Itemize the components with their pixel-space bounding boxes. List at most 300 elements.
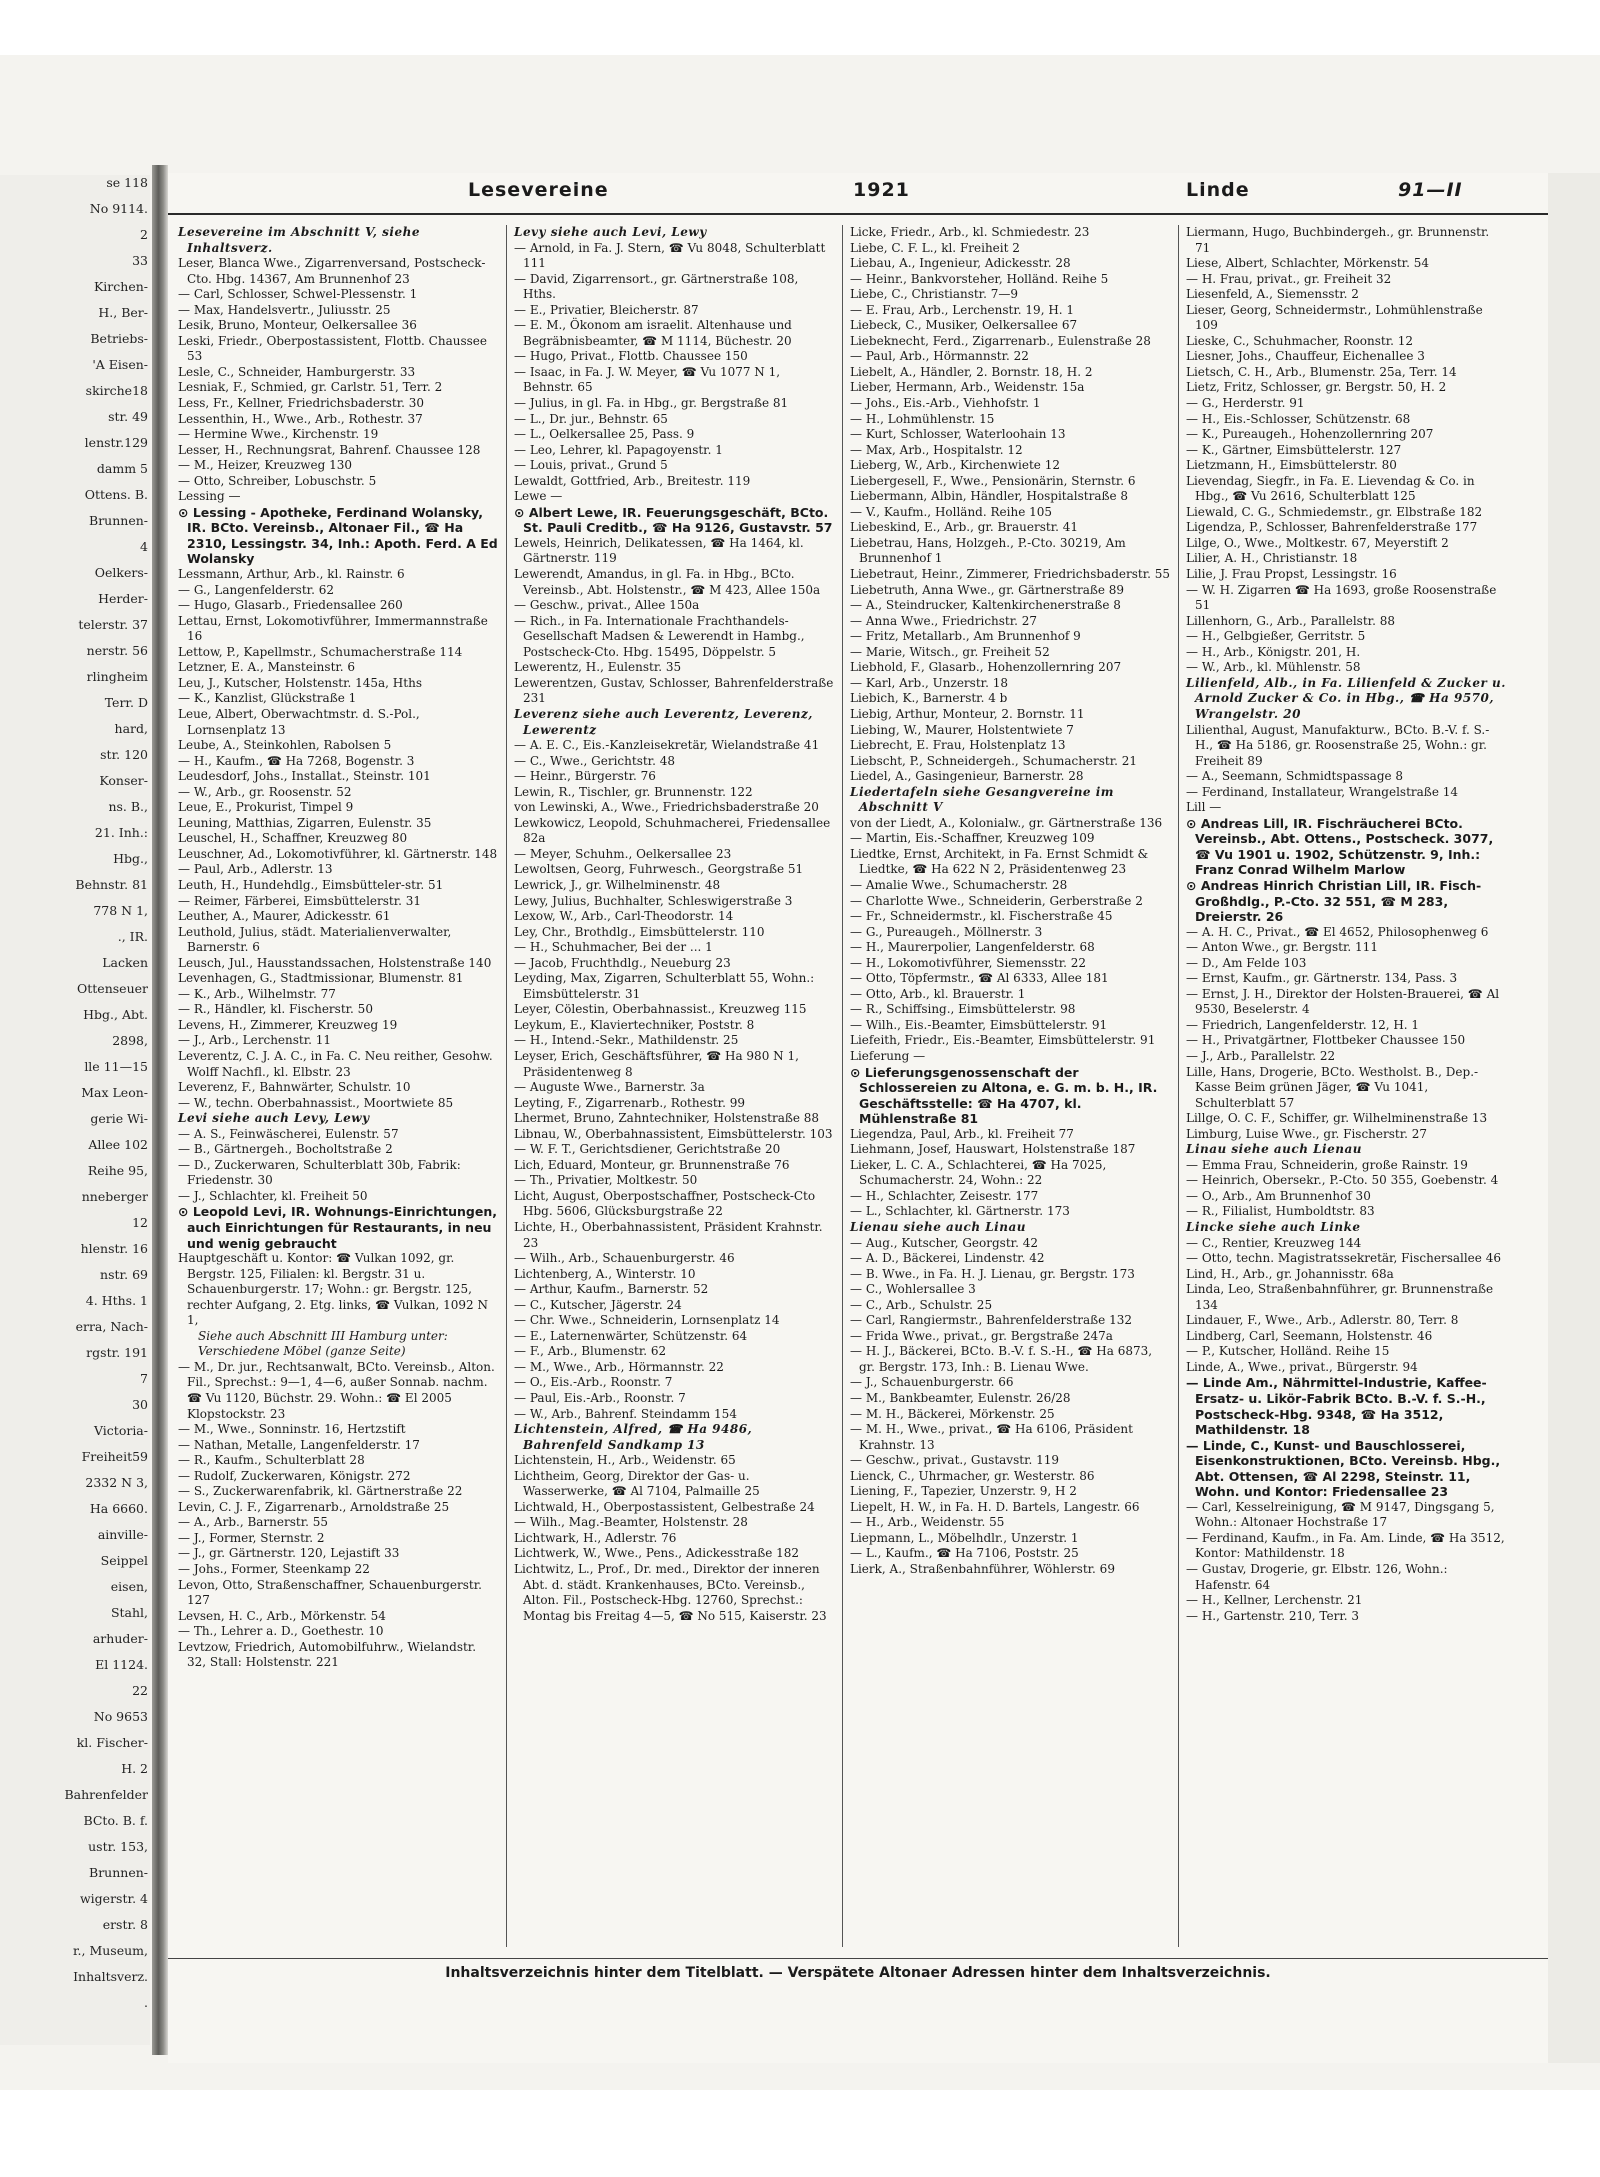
directory-entry: Lich, Eduard, Monteur, gr. Brunnenstraße 76 [514,1157,790,1172]
facing-page-text: telerstr. 37 [78,617,148,632]
facing-page-text: Max Leon- [81,1085,148,1100]
directory-entry: Liebeck, C., Musiker, Oelkersallee 67 [850,318,1078,333]
directory-entry: — B., Gärtnergeh., Bocholtstraße 2 [178,1142,393,1157]
directory-entry: Lewrick, J., gr. Wilhelminenstr. 48 [514,877,721,892]
directory-entry: — Anna Wwe., Friedrichstr. 27 [850,613,1038,628]
facing-page-text: hard, [114,721,148,736]
directory-entry: Levtzow, Friedrich, Automobilfuhrw., Wielandstr. 32, Stall: Holstenstr. 221 [178,1639,480,1670]
directory-entry: — Anton Wwe., gr. Bergstr. 111 [1186,940,1378,955]
directory-entry: Leue, Albert, Oberwachtmstr. d. S.-Pol., Lornsenplatz 13 [178,706,424,737]
directory-entry: Lewerentz, H., Eulenstr. 35 [514,660,682,675]
directory-entry: — E., Privatier, Bleicherstr. 87 [514,302,699,317]
directory-entry: Liese, Albert, Schlachter, Mörkenstr. 54 [1186,256,1429,271]
directory-entry: Liehmann, Josef, Hauswart, Holstenstraße 187 [850,1142,1136,1157]
directory-entry: — J., Arb., Parallelstr. 22 [1186,1048,1336,1063]
directory-entry: ⊙ Andreas Lill, IR. Fischräucherei BCto. Vereinsb., Abt. Ottens., Postscheck. 3077, ☎ Vu 1901 u. 1902, Schützenstr. 9, Inh.: Franz Conrad Wilhelm Marlow [1186,815,1498,878]
directory-entry: — C., Wwe., Gerichtstr. 48 [514,753,675,768]
directory-entry: Levon, Otto, Straßenschaffner, Schauenburgerstr. 127 [178,1577,486,1608]
facing-page-text: . [144,1995,148,2010]
page-header [168,173,1548,215]
directory-entry: — Gustav, Drogerie, gr. Elbstr. 126, Wohn.: Hafenstr. 64 [1186,1562,1452,1592]
directory-entry: Leverentz, C. J. A. C., in Fa. C. Neu reither, Gesohw. Wolff Nachfl., kl. Elbstr. 23 [178,1048,497,1079]
directory-entry: Ligendza, P., Schlosser, Bahrenfelderstraße 177 [1186,520,1478,535]
directory-entry: — Louis, privat., Grund 5 [514,458,668,473]
directory-entry: Lincke siehe auch Linke [1186,1220,1361,1234]
directory-entry: — Max, Arb., Hospitalstr. 12 [850,442,1023,457]
directory-entry: Hauptgeschäft u. Kontor: ☎ Vulkan 1092, gr. Bergstr. 125, Filialen: kl. Bergstr. 31 u. Schauenburgerstr. 17; Wohn.: gr. Bergstr. 125, rechter Aufgang, 2. Etg. links, ☎ Vulkan, 1092 N 1, [178,1251,492,1328]
directory-entry: — E. M., Ökonom am israelit. Altenhause und Begräbnisbeamter, ☎ M 1114, Büchestr. 20 [514,318,796,348]
directory-entry: Leube, A., Steinkohlen, Rabolsen 5 [178,738,392,753]
facing-page-text: Konser- [99,773,148,788]
directory-entry: — M. H., Bäckerei, Mörkenstr. 25 [850,1406,1055,1421]
directory-entry: Lillge, O. C. F., Schiffer, gr. Wilhelminenstraße 13 [1186,1111,1488,1126]
directory-entry: Liebeknecht, Ferd., Zigarrenarb., Eulenstraße 28 [850,333,1151,348]
directory-entry: Lessing — [178,489,241,504]
directory-entry: — Auguste Wwe., Barnerstr. 3a [514,1080,705,1095]
directory-entry: — W. F. T., Gerichtsdiener, Gerichtstraße 20 [514,1142,781,1157]
facing-page-text: Herder- [98,591,148,606]
directory-entry: Liebetrau, Hans, Holzgeh., P.-Cto. 30219, Am Brunnenhof 1 [850,535,1130,566]
directory-entry: Lewin, R., Tischler, gr. Brunnenstr. 122 [514,784,753,799]
directory-entry: — E., Laternenwärter, Schützenstr. 64 [514,1328,748,1343]
directory-entry: Lievendag, Siegfr., in Fa. E. Lievendag & Co. in Hbg., ☎ Vu 2616, Schulterblatt 125 [1186,473,1479,504]
directory-entry: Lichtwitz, L., Prof., Dr. med., Direktor der inneren Abt. d. städt. Krankenhauses, BCto. Vereinsb., Alton. Fil., Postscheck-Hbg. 12760, Sprechst.: Montag bis Freitag 4—5, ☎ No 515, Kaiserstr. 23 [514,1562,827,1623]
facing-page-text: Terr. D [104,695,148,710]
directory-entry: Leyser, Erich, Geschäftsführer, ☎ Ha 980 N 1, Präsidentenweg 8 [514,1048,803,1079]
directory-entry: — M., Bankbeamter, Eulenstr. 26/28 [850,1391,1071,1406]
directory-entry: — C., Arb., Schulstr. 25 [850,1297,993,1312]
directory-page [168,173,1548,2063]
facing-page-text: El 1124. [95,1657,148,1672]
directory-entry: — M., Dr. jur., Rechtsanwalt, BCto. Vereinsb., Alton. Fil., Sprechst.: 9—1, 4—6, außer Sonnab. nachm. ☎ Vu 1120, Büchstr. 29. Wohn.: ☎ El 2005 Klopstockstr. 23 [178,1359,499,1421]
directory-entry: Lewkowicz, Leopold, Schuhmacherei, Friedensallee 82a [514,815,835,846]
facing-page-text: No 9114. [89,201,148,216]
directory-entry: Liebing, W., Maurer, Holstentwiete 7 [850,722,1074,737]
facing-page-text: 'A Eisen- [92,357,148,372]
directory-entry: Levi siehe auch Levy, Lewy [178,1111,370,1126]
directory-entry: Liebelt, A., Händler, 2. Bornstr. 18, H. 2 [850,364,1093,379]
directory-entry: Lilienthal, August, Manufakturw., BCto. B.-V. f. S.-H., ☎ Ha 5186, gr. Roosenstraße 25, Wohn.: gr. Freiheit 89 [1186,722,1491,768]
facing-page-text: ns. B., [108,799,148,814]
column-4 [1186,225,1511,1950]
facing-page-text: Behnstr. 81 [75,877,148,892]
directory-entry: — C., Wohlersallee 3 [850,1282,976,1297]
directory-entry: Levens, H., Zimmerer, Kreuzweg 19 [178,1017,398,1032]
directory-entry: — Th., Lehrer a. D., Goethestr. 10 [178,1624,384,1639]
directory-entry: — H., Intend.-Sekr., Mathildenstr. 25 [514,1033,739,1048]
directory-entry: — Amalie Wwe., Schumacherstr. 28 [850,877,1068,892]
directory-entry: Liewald, C. G., Schmiedemstr., gr. Elbstraße 182 [1186,504,1483,519]
directory-entry: — Kurt, Schlosser, Waterloohain 13 [850,427,1066,442]
directory-entry: Lichtheim, Georg, Direktor der Gas- u. Wasserwerke, ☎ Al 7104, Palmaille 25 [514,1468,760,1499]
directory-entry: — S., Zuckerwarenfabrik, kl. Gärtnerstraße 22 [178,1484,463,1499]
directory-entry: — Ernst, Kaufm., gr. Gärtnerstr. 134, Pass. 3 [1186,971,1458,986]
directory-entry: — Carl, Rangiermstr., Bahrenfelderstraße 132 [850,1313,1132,1328]
directory-entry: — Fritz, Metallarb., Am Brunnenhof 9 [850,629,1081,644]
column-divider [1178,225,1179,1947]
directory-entry: Liermann, Hugo, Buchbindergeh., gr. Brunnenstr. 71 [1186,225,1494,255]
facing-page-text: No 9653 [93,1709,148,1724]
directory-entry: — L., Kaufm., ☎ Ha 7106, Poststr. 25 [850,1546,1079,1561]
directory-entry: — Marie, Witsch., gr. Freiheit 52 [850,644,1050,659]
directory-entry: — A., Steindrucker, Kaltenkirchenerstraße 8 [850,598,1121,613]
directory-entry: — L., Oelkersallee 25, Pass. 9 [514,427,695,442]
directory-entry: Lieser, Georg, Schneidermstr., Lohmühlenstraße 109 [1186,302,1487,333]
directory-entry: Leue, E., Prokurist, Timpel 9 [178,800,354,815]
directory-entry: — H., Kaufm., ☎ Ha 7268, Bogenstr. 3 [178,753,415,768]
directory-entry: — J., Arb., Lerchenstr. 11 [178,1033,332,1048]
directory-entry: — Linde Am., Nährmittel-Industrie, Kaffee-Ersatz- u. Likör-Fabrik BCto. B.-V. f. S.-H., Postscheck-Hbg. 9348, ☎ Ha 3512, Mathildenstr. 18 [1186,1375,1491,1438]
facing-page-text: hlenstr. 16 [80,1241,148,1256]
directory-entry: Libnau, W., Oberbahnassistent, Eimsbüttelerstr. 103 [514,1126,833,1141]
scan-background [0,55,1600,2090]
directory-entry: Lierk, A., Straßenbahnführer, Wöhlerstr. 69 [850,1562,1115,1577]
directory-entry: Liefeith, Friedr., Eis.-Beamter, Eimsbüttelerstr. 91 [850,1033,1156,1048]
directory-entry: von der Liedt, A., Kolonialw., gr. Gärtnerstraße 136 [850,815,1163,830]
directory-entry: Lichtwerk, W., Wwe., Pens., Adickesstraße 182 [514,1546,800,1561]
directory-entry: Lieske, C., Schuhmacher, Roonstr. 12 [1186,333,1414,348]
directory-entry: — H. J., Bäckerei, BCto. B.-V. f. S.-H., ☎ Ha 6873, gr. Bergstr. 173, Inh.: B. Lienau Wwe. [850,1344,1156,1374]
directory-entry: — Paul, Eis.-Arb., Roonstr. 7 [514,1391,686,1406]
directory-entry: — H., Kellner, Lerchenstr. 21 [1186,1593,1363,1608]
directory-entry: Lind, H., Arb., gr. Johannisstr. 68a [1186,1266,1394,1281]
directory-entry: Limburg, Luise Wwe., gr. Fischerstr. 27 [1186,1126,1428,1141]
directory-entry: — H., Gartenstr. 210, Terr. 3 [1186,1608,1360,1623]
facing-page-text: 778 N 1, [93,903,148,918]
column-3 [850,225,1170,1950]
page-number: 91—II [1398,179,1463,201]
directory-entry: — A., Arb., Barnerstr. 55 [178,1515,329,1530]
directory-entry: — Fr., Schneidermstr., kl. Fischerstraße 45 [850,909,1113,924]
scan-margin [1548,173,1600,2063]
directory-entry: Lewaldt, Gottfried, Arb., Breitestr. 119 [514,473,751,488]
directory-entry: Lesle, C., Schneider, Hamburgerstr. 33 [178,364,416,379]
directory-entry: — Heinr., Bürgerstr. 76 [514,769,656,784]
facing-page-text: nneberger [81,1189,148,1204]
directory-entry: — Heinrich, Obersekr., P.-Cto. 50 355, Goebenstr. 4 [1186,1173,1499,1188]
directory-entry: — Otto, Schreiber, Lobuschstr. 5 [178,473,377,488]
facing-page-text: H. 2 [121,1761,148,1776]
directory-entry: Lichtenstein, Alfred, ☎ Ha 9486, Bahrenfeld Sandkamp 13 [514,1422,757,1452]
facing-page-text: H., Ber- [98,305,148,320]
header-last-entry: Linde [1186,179,1250,201]
directory-entry: — Julius, in gl. Fa. in Hbg., gr. Bergstraße 81 [514,396,789,411]
facing-page-text: ustr. 153, [88,1839,148,1854]
directory-entry: — Otto, techn. Magistratssekretär, Fischersallee 46 [1186,1251,1501,1266]
directory-entry: Liening, F., Tapezier, Unzerstr. 9, H 2 [850,1484,1077,1499]
directory-entry: Lichtwald, H., Oberpostassistent, Gelbestraße 24 [514,1499,815,1514]
directory-entry: — R., Kaufm., Schulterblatt 28 [178,1453,365,1468]
directory-entry: — Arnold, in Fa. J. Stern, ☎ Vu 8048, Schulterblatt 111 [514,240,830,271]
directory-entry: — Otto, Töpfermstr., ☎ Al 6333, Allee 181 [850,971,1109,986]
directory-entry: Liesner, Johs., Chauffeur, Eichenallee 3 [1186,349,1425,364]
directory-entry: — Carl, Schlosser, Schwel-Plessenstr. 1 [178,287,418,302]
directory-entry: — Geschw., privat., Gustavstr. 119 [850,1453,1060,1468]
directory-entry: — K., Kanzlist, Glückstraße 1 [178,691,357,706]
directory-entry: — H., Gelbgießer, Gerritstr. 5 [1186,629,1366,644]
column-divider [506,225,507,1947]
directory-entry: — Chr. Wwe., Schneiderin, Lornsenplatz 14 [514,1313,780,1328]
directory-entry: Leuth, H., Hundehdlg., Eimsbütteler-str. 51 [178,877,444,892]
directory-entry: — Emma Frau, Schneiderin, große Rainstr. 19 [1186,1157,1468,1172]
column-2 [514,225,838,1950]
directory-entry: Liebscht, P., Schneidergeh., Schumacherstr. 21 [850,753,1138,768]
directory-entry: — O., Eis.-Arb., Roonstr. 7 [514,1375,673,1390]
directory-entry: Liepelt, H. W., in Fa. H. D. Bartels, Langestr. 66 [850,1499,1140,1514]
directory-entry: — A. H. C., Privat., ☎ El 4652, Philosophenweg 6 [1186,924,1489,939]
directory-entry: Lichtwark, H., Adlerstr. 76 [514,1530,677,1545]
directory-entry: — Hugo, Glasarb., Friedensallee 260 [178,598,403,613]
directory-entry: — J., Schlachter, kl. Freiheit 50 [178,1188,368,1203]
directory-entry: Lessenthin, H., Wwe., Arb., Rothestr. 37 [178,411,423,426]
facing-page-text: 4 [140,539,148,554]
directory-entry: — R., Händler, kl. Fischerstr. 50 [178,1002,373,1017]
directory-entry: — David, Zigarrensort., gr. Gärtnerstraße 108, Hths. [514,271,803,302]
directory-entry: Lichtenberg, A., Winterstr. 10 [514,1266,696,1281]
directory-entry: Lesser, H., Rechnungsrat, Bahrenf. Chaussee 128 [178,442,481,457]
directory-entry: — Linde, C., Kunst- und Bauschlosserei, Eisenkonstruktionen, BCto. Vereinsb. Hbg., Abt. Ottensen, ☎ Al 2298, Steinstr. 11, Wohn. und Kontor: Friedensallee 23 [1186,1437,1505,1500]
directory-entry: Liedel, A., Gasingenieur, Barnerstr. 28 [850,769,1084,784]
directory-entry: — H., Schlachter, Zeisestr. 177 [850,1188,1039,1203]
directory-entry: Leyding, Max, Zigarren, Schulterblatt 55, Wohn.: Eimsbüttelerstr. 31 [514,971,819,1001]
directory-entry: — Ferdinand, Kaufm., in Fa. Am. Linde, ☎ Ha 3512, Kontor: Mathildenstr. 18 [1186,1530,1509,1561]
directory-entry: ⊙ Lessing - Apotheke, Ferdinand Wolansky, IR. BCto. Vereinsb., Altonaer Fil., ☎ Ha 2310, Lessingstr. 34, Inh.: Apoth. Ferd. A Ed Wolansky [178,504,503,567]
directory-entry: Lewerendt, Amandus, in gl. Fa. in Hbg., BCto. Vereinsb., Abt. Holstenstr., ☎ M 423, Allee 150a [514,567,821,597]
directory-entry: — Frida Wwe., privat., gr. Bergstraße 247a [850,1328,1113,1343]
directory-entry: — K., Arb., Wilhelmstr. 77 [178,986,336,1001]
directory-entry: Levy siehe auch Levi, Lewy [514,225,707,239]
facing-page-text: Seippel [100,1553,148,1568]
directory-entry: — J., Former, Sternstr. 2 [178,1530,325,1545]
directory-entry: Leusch, Jul., Hausstandssachen, Holstenstraße 140 [178,955,492,970]
facing-page-text: ., IR. [117,929,148,944]
facing-page-fragment [0,175,150,2045]
facing-page-text: Brunnen- [89,513,148,528]
facing-page-text: lenstr.129 [84,435,148,450]
facing-page-text: Ha 6660. [89,1501,148,1516]
directory-entry: Linda, Leo, Straßenbahnführer, gr. Brunnenstraße 134 [1186,1282,1497,1312]
directory-entry: Liepmann, L., Möbelhdlr., Unzerstr. 1 [850,1530,1079,1545]
directory-entry: Licke, Friedr., Arb., kl. Schmiedestr. 23 [850,225,1090,239]
directory-entry: — A. D., Bäckerei, Lindenstr. 42 [850,1251,1045,1266]
directory-entry: Leykum, E., Klaviertechniker, Poststr. 8 [514,1017,755,1032]
directory-entry: — H., Privatgärtner, Flottbeker Chaussee 150 [1186,1033,1466,1048]
facing-page-text: str. 49 [108,409,148,424]
directory-entry: — G., Herderstr. 91 [1186,396,1305,411]
directory-entry: — P., Kutscher, Holländ. Reihe 15 [1186,1344,1390,1359]
directory-entry: — H., Arb., Weidenstr. 55 [850,1515,1005,1530]
directory-entry: — Th., Privatier, Moltkestr. 50 [514,1173,698,1188]
directory-entry: Lieberg, W., Arb., Kirchenwiete 12 [850,458,1060,473]
directory-entry: — H., Arb., Königstr. 201, H. [1186,644,1361,659]
directory-entry: Leuthold, Julius, städt. Materialienverwalter, Barnerstr. 6 [178,924,456,955]
facing-page-text: nstr. 69 [100,1267,148,1282]
directory-entry: Levsen, H. C., Arb., Mörkenstr. 54 [178,1608,386,1623]
directory-entry: Liedertafeln siehe Gesangvereine im Abschnitt V [850,784,1119,815]
directory-entry: Lewerentzen, Gustav, Schlosser, Bahrenfelderstraße 231 [514,675,838,706]
facing-page-text: Victoria- [93,1423,148,1438]
facing-page-text: 30 [132,1397,148,1412]
directory-entry: Leuning, Matthias, Zigarren, Eulenstr. 35 [178,815,432,830]
directory-entry: Ley, Chr., Brothdlg., Eimsbüttelerstr. 110 [514,924,765,939]
directory-entry: Lieferung — [850,1048,926,1063]
directory-entry: — Martin, Eis.-Schaffner, Kreuzweg 109 [850,831,1095,846]
directory-entry: — R., Filialist, Humboldtstr. 83 [1186,1204,1375,1219]
directory-entry: — Wilh., Arb., Schauenburgerstr. 46 [514,1251,735,1266]
directory-entry: ⊙ Albert Lewe, IR. Feuerungsgeschäft, BCto. St. Pauli Creditb., ☎ Ha 9126, Gustavstr. 57 [514,504,833,536]
directory-entry: — H., Eis.-Schlosser, Schützenstr. 68 [1186,411,1411,426]
directory-entry: — V., Kaufm., Holländ. Reihe 105 [850,504,1053,519]
facing-page-text: se 118 [106,175,148,190]
directory-entry: Lettow, P., Kapellmstr., Schumacherstraße 114 [178,644,463,659]
facing-page-text: Inhaltsverz. [73,1969,148,1984]
directory-entry: — B. Wwe., in Fa. H. J. Lienau, gr. Bergstr. 173 [850,1266,1135,1281]
facing-page-text: 2 [140,227,148,242]
book-gutter [152,165,168,2055]
directory-entry: — H., Lokomotivführer, Siemensstr. 22 [850,955,1087,970]
directory-entry: — K., Gärtner, Eimsbüttelerstr. 127 [1186,442,1402,457]
facing-page-text: Ottens. B. [84,487,148,502]
directory-entry: — J., Schauenburgerstr. 66 [850,1375,1014,1390]
directory-entry: — W., techn. Oberbahnassist., Moortwiete 85 [178,1095,454,1110]
directory-entry: — Leo, Lehrer, kl. Papagoyenstr. 1 [514,442,723,457]
directory-entry: — Johs., Eis.-Arb., Viehhofstr. 1 [850,396,1041,411]
directory-entry: Lewoltsen, Georg, Fuhrwesch., Georgstraße 51 [514,862,804,877]
facing-page-text: Betriebs- [90,331,148,346]
directory-entry: von Lewinski, A., Wwe., Friedrichsbaderstraße 20 [514,800,819,815]
directory-entry: Lill — [1186,800,1222,815]
directory-entry: Liebau, A., Ingenieur, Adickesstr. 28 [850,256,1071,271]
directory-entry: — H., Lohmühlenstr. 15 [850,411,995,426]
directory-entry: Lesik, Bruno, Monteur, Oelkersallee 36 [178,318,417,333]
directory-entry: Leski, Friedr., Oberpostassistent, Flottb. Chaussee 53 [178,333,491,364]
facing-page-text: Reihe 95, [87,1163,148,1178]
directory-entry: — Jacob, Fruchthdlg., Neueburg 23 [514,955,731,970]
facing-page-text: wigerstr. 4 [79,1891,148,1906]
directory-entry: — D., Am Felde 103 [1186,955,1307,970]
directory-entry: Siehe auch Abschnitt III Hamburg unter: Verschiedene Möbel (ganze Seite) [198,1328,452,1359]
facing-page-text: ainville- [97,1527,148,1542]
directory-entry: Liesenfeld, A., Siemensstr. 2 [1186,287,1359,302]
directory-entry: — Wilh., Eis.-Beamter, Eimsbüttelerstr. 91 [850,1017,1108,1032]
directory-entry: — H., Schuhmacher, Bei der ... 1 [514,940,713,955]
directory-entry: Lewy, Julius, Buchhalter, Schleswigerstraße 3 [514,893,793,908]
directory-entry: — W., Arb., Bahrenf. Steindamm 154 [514,1406,737,1421]
facing-page-text: Lacken [102,955,148,970]
directory-entry: ⊙ Lieferungsgenossenschaft der Schlossereien zu Altona, e. G. m. b. H., IR. Geschäftsstelle: ☎ Ha 4707, kl. Mühlenstraße 81 [850,1064,1162,1127]
facing-page-text: kl. Fischer- [76,1735,148,1750]
directory-entry: Letzner, E. A., Mansteinstr. 6 [178,660,356,675]
directory-entry: — Hermine Wwe., Kirchenstr. 19 [178,427,379,442]
directory-entry: — Johs., Former, Steenkamp 22 [178,1562,370,1577]
directory-entry: Leverenz, F., Bahnwärter, Schulstr. 10 [178,1080,411,1095]
facing-page-text: 12 [132,1215,148,1230]
directory-entry: Liebetruth, Anna Wwe., gr. Gärtnerstraße 89 [850,582,1125,597]
directory-entry: — Ernst, J. H., Direktor der Holsten-Brauerei, ☎ Al 9530, Beselerstr. 4 [1186,986,1503,1017]
directory-entry: — M., Wwe., Arb., Hörmannstr. 22 [514,1359,724,1374]
page-footer: Inhaltsverzeichnis hinter dem Titelblatt. — Verspätete Altonaer Adressen hinter dem Inhaltsverzeichnis. [168,1958,1548,1989]
directory-entry: Lille, Hans, Drogerie, BCto. Westholst. B., Dep.-Kasse Beim grünen Jäger, ☎ Vu 1041, Schulterblatt 57 [1186,1064,1479,1110]
facing-page-text: lle 11—15 [84,1059,148,1074]
directory-entry: — C., Kutscher, Jägerstr. 24 [514,1297,682,1312]
directory-entry: — A. S., Feinwäscherei, Eulenstr. 57 [178,1126,399,1141]
facing-page-text: arhuder- [92,1631,148,1646]
directory-entry: Leyting, F., Zigarrenarb., Rothestr. 99 [514,1095,745,1110]
facing-page-text: 33 [132,253,148,268]
facing-page-text: 21. Inh.: [94,825,148,840]
directory-entry: — Geschw., privat., Allee 150a [514,598,700,613]
directory-entry: — Max, Handelsvertr., Juliusstr. 25 [178,302,391,317]
directory-entry: — Paul, Arb., Adlerstr. 13 [178,862,333,877]
facing-page-text: 4. Hths. 1 [85,1293,148,1308]
directory-entry: — Friedrich, Langenfelderstr. 12, H. 1 [1186,1017,1420,1032]
directory-entry: — D., Zuckerwaren, Schulterblatt 30b, Fabrik: Friedenstr. 30 [178,1157,465,1188]
directory-entry: Lilge, O., Wwe., Moltkestr. 67, Meyerstift 2 [1186,535,1449,550]
directory-entry: — Aug., Kutscher, Georgstr. 42 [850,1235,1038,1250]
directory-entry: — L., Schlachter, kl. Gärtnerstr. 173 [850,1204,1070,1219]
column-divider [842,225,843,1947]
directory-entry: Linau siehe auch Lienau [1186,1142,1362,1157]
directory-entry: — Rich., in Fa. Internationale Frachthandels-Gesellschaft Madsen & Lewerendt in Hambg., Postscheck-Cto. Hbg. 15495, Döppelstr. 5 [514,613,809,659]
directory-entry: — J., gr. Gärtnerstr. 120, Lejastift 33 [178,1546,400,1561]
directory-entry: — L., Dr. jur., Behnstr. 65 [514,411,668,426]
directory-entry: — Nathan, Metalle, Langenfelderstr. 17 [178,1437,420,1452]
directory-entry: Lhermet, Bruno, Zahntechniker, Holstenstraße 88 [514,1111,820,1126]
facing-page-text: rlingheim [86,669,148,684]
directory-entry: Lieber, Hermann, Arb., Weidenstr. 15a [850,380,1085,395]
directory-entry: Liedtke, Ernst, Architekt, in Fa. Ernst Schmidt & Liedtke, ☎ Ha 622 N 2, Präsidentenweg 23 [850,846,1152,877]
facing-page-text: Freiheit59 [81,1449,148,1464]
directory-entry: Lillenhorn, G., Arb., Parallelstr. 88 [1186,613,1395,628]
directory-entry: Lessmann, Arthur, Arb., kl. Rainstr. 6 [178,567,405,582]
directory-entry: Lexow, W., Arb., Carl-Theodorstr. 14 [514,909,734,924]
facing-page-text: 2898, [112,1033,148,1048]
facing-page-text: rgstr. 191 [86,1345,148,1360]
directory-entry: Lewe — [514,489,563,504]
directory-entry: — Hugo, Privat., Flottb. Chaussee 150 [514,349,748,364]
facing-page-text: r., Museum, [72,1943,148,1958]
directory-entry: — E. Frau, Arb., Lerchenstr. 19, H. 1 [850,302,1075,317]
directory-entry: Lindberg, Carl, Seemann, Holstenstr. 46 [1186,1328,1433,1343]
directory-entry: — Otto, Arb., kl. Brauerstr. 1 [850,986,1026,1001]
facing-page-text: Hbg., [113,851,148,866]
directory-entry: Leyer, Cölestin, Oberbahnassist., Kreuzweg 115 [514,1002,807,1017]
facing-page-text: 7 [140,1371,148,1386]
directory-entry: — Isaac, in Fa. J. W. Meyer, ☎ Vu 1077 N 1, Behnstr. 65 [514,364,784,395]
directory-entry: Liebetraut, Heinr., Zimmerer, Friedrichsbaderstr. 55 [850,567,1171,582]
directory-entry: — W. H. Zigarren ☎ Ha 1693, große Roosenstraße 51 [1186,582,1501,613]
directory-entry: — M., Wwe., Sonninstr. 16, Hertzstift [178,1422,406,1437]
directory-entry: — Wilh., Mag.-Beamter, Holstenstr. 28 [514,1515,748,1530]
directory-entry: — O., Arb., Am Brunnenhof 30 [1186,1188,1371,1203]
directory-entry: Lesevereine im Abschnitt V, siehe Inhaltsverz. [178,225,425,255]
directory-entry: Lilienfeld, Alb., in Fa. Lilienfeld & Zucker u. Arnold Zucker & Co. in Hbg., ☎ Ha 9570, Wrangelstr. 20 [1186,675,1511,721]
directory-entry: — M. H., Wwe., privat., ☎ Ha 6106, Präsident Krahnstr. 13 [850,1422,1137,1452]
facing-page-text: Kirchen- [93,279,148,294]
directory-entry: Lilie, J. Frau Propst, Lessingstr. 16 [1186,567,1397,582]
facing-page-text: nerstr. 56 [86,643,148,658]
facing-page-text: 2332 N 3, [85,1475,148,1490]
facing-page-text: Stahl, [110,1605,148,1620]
directory-entry: Lienck, C., Uhrmacher, gr. Westerstr. 86 [850,1468,1095,1483]
directory-entry: Liebich, K., Barnerstr. 4 b [850,691,1008,706]
directory-entry: Levenhagen, G., Stadtmissionar, Blumenstr. 81 [178,971,464,986]
facing-page-text: Ottenseuer [77,981,148,996]
directory-entry: — Rudolf, Zuckerwaren, Königstr. 272 [178,1468,411,1483]
directory-entry: — C., Rentier, Kreuzweg 144 [1186,1235,1362,1250]
directory-entry: Lindauer, F., Wwe., Arb., Adlerstr. 80, Terr. 8 [1186,1313,1459,1328]
directory-entry: Lienau siehe auch Linau [850,1220,1026,1234]
